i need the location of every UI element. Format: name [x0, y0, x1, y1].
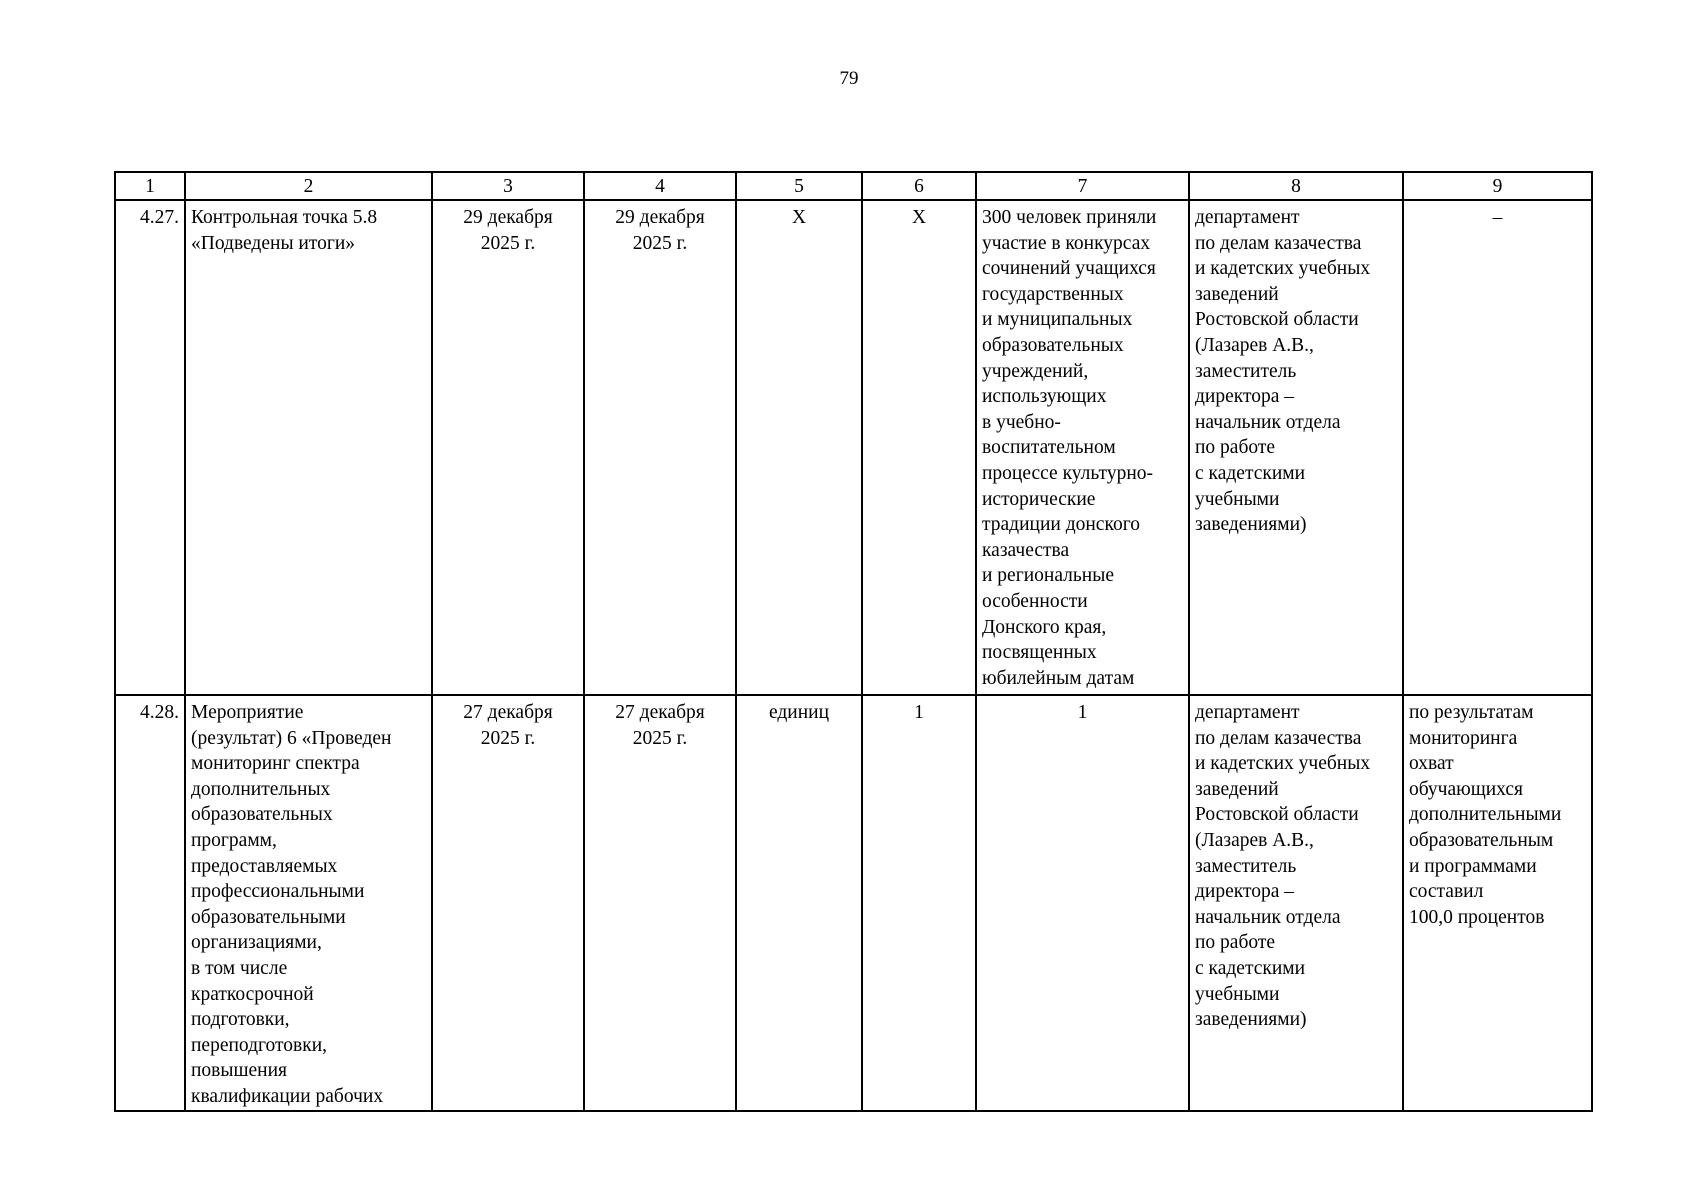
- row-number: 4.28.: [115, 695, 185, 1111]
- table-row: [115, 695, 1592, 1111]
- column-header: 3: [432, 172, 584, 200]
- unit: единиц: [736, 695, 862, 1111]
- header-row: [115, 172, 1592, 200]
- planned-value: Х: [862, 200, 976, 695]
- column-header: 5: [736, 172, 862, 200]
- comment: –: [1403, 200, 1592, 695]
- comment: по результатам мониторинга охват обучающихся дополнительными образовательным и программами составил 100,0 процентов: [1403, 695, 1592, 1111]
- planned-value: 1: [862, 695, 976, 1111]
- responsible: департамент по делам казачества и кадетских учебных заведений Ростовской области (Лазарев А.В., заместитель директора – начальник отдела по работе с кадетскими учебными заведениями): [1189, 695, 1403, 1111]
- page-number: 79: [839, 68, 859, 89]
- unit: Х: [736, 200, 862, 695]
- event-name: Контрольная точка 5.8 «Подведены итоги»: [185, 200, 432, 695]
- planned-date: 29 декабря 2025 г.: [432, 200, 584, 695]
- actual-value: 1: [976, 695, 1189, 1111]
- event-name: Мероприятие (результат) 6 «Проведен мониторинг спектра дополнительных образовательных программ, предоставляемых профессиональными образовательными организациями, в том числе краткосрочной подготовки, переподготовки, повышения квалификации рабочих: [185, 695, 432, 1111]
- actual-date: 27 декабря 2025 г.: [584, 695, 736, 1111]
- column-header: 8: [1189, 172, 1403, 200]
- column-header: 2: [185, 172, 432, 200]
- column-header: 6: [862, 172, 976, 200]
- table-row: [115, 200, 1592, 695]
- column-header: 4: [584, 172, 736, 200]
- responsible: департамент по делам казачества и кадетских учебных заведений Ростовской области (Лазарев А.В., заместитель директора – начальник отдела по работе с кадетскими учебными заведениями): [1189, 200, 1403, 695]
- column-header: 7: [976, 172, 1189, 200]
- row-number: 4.27.: [115, 200, 185, 695]
- actual-value: 300 человек приняли участие в конкурсах сочинений учащихся государственных и муниципальных образовательных учреждений, использующих в учебно- воспитательном процессе культурно- исторические традиции донского казачества и региональные особенности Донского края, посвященных юбилейным датам: [976, 200, 1189, 695]
- report-table: [114, 171, 1593, 1112]
- column-header: 9: [1403, 172, 1592, 200]
- planned-date: 27 декабря 2025 г.: [432, 695, 584, 1111]
- actual-date: 29 декабря 2025 г.: [584, 200, 736, 695]
- column-header: 1: [115, 172, 185, 200]
